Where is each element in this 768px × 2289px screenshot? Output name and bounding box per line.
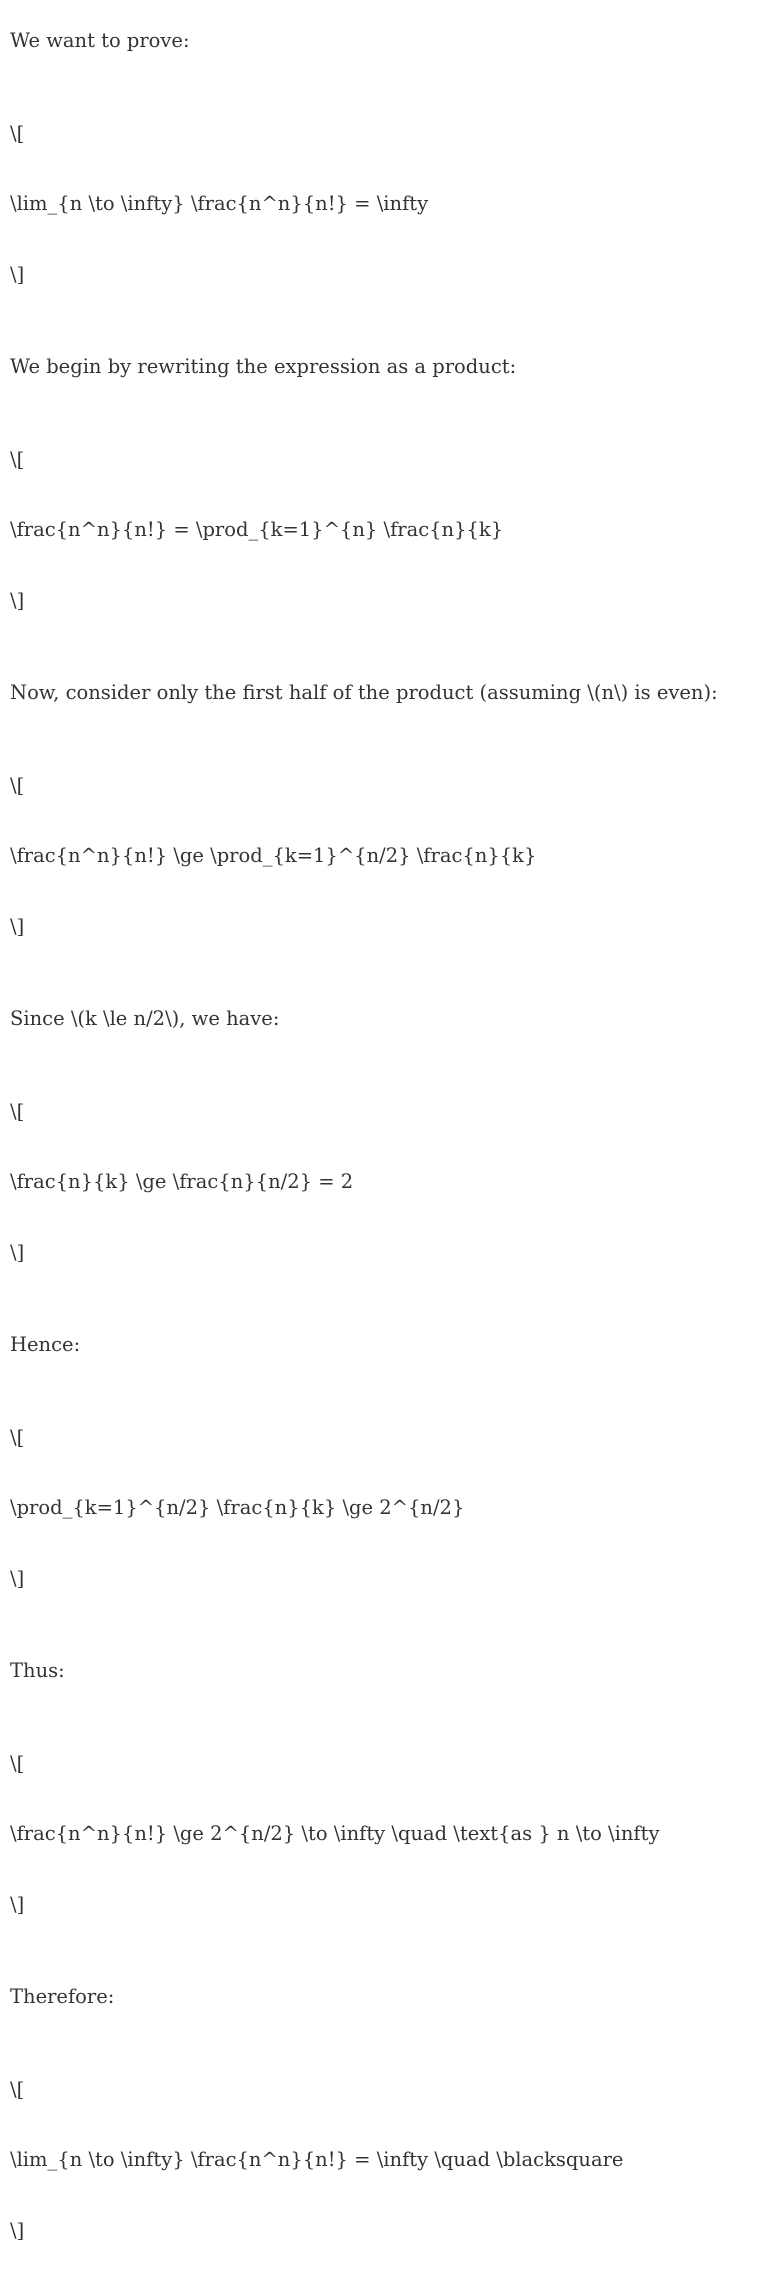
math-line: \] bbox=[10, 1893, 768, 1917]
math-line: \frac{n^n}{n!} = \prod_{k=1}^{n} \frac{n}{k} bbox=[10, 518, 768, 542]
math-line: \lim_{n \to \infty} \frac{n^n}{n!} = \infty \quad \blacksquare bbox=[10, 2148, 768, 2172]
math-line: \] bbox=[10, 1241, 768, 1265]
paragraph-hence: Hence: bbox=[10, 1333, 768, 1357]
math-line: \[ bbox=[10, 1752, 768, 1776]
paragraph-first-half: Now, consider only the first half of the product (assuming \(n\) is even): bbox=[10, 681, 768, 705]
math-line: \[ bbox=[10, 2078, 768, 2102]
paragraph-therefore: Therefore: bbox=[10, 1985, 768, 2009]
math-line: \frac{n^n}{n!} \ge \prod_{k=1}^{n/2} \frac{n}{k} bbox=[10, 844, 768, 868]
math-line: \] bbox=[10, 589, 768, 613]
math-line: \frac{n}{k} \ge \frac{n}{n/2} = 2 bbox=[10, 1170, 768, 1194]
math-line: \[ bbox=[10, 774, 768, 798]
math-line: \] bbox=[10, 1567, 768, 1591]
math-line: \prod_{k=1}^{n/2} \frac{n}{k} \ge 2^{n/2} bbox=[10, 1496, 768, 1520]
math-line: \[ bbox=[10, 122, 768, 146]
math-line: \[ bbox=[10, 1426, 768, 1450]
math-line: \frac{n^n}{n!} \ge 2^{n/2} \to \infty \quad \text{as } n \to \infty bbox=[10, 1822, 768, 1846]
math-block-product bbox=[10, 401, 768, 660]
math-line: \lim_{n \to \infty} \frac{n^n}{n!} = \infty bbox=[10, 192, 768, 216]
paragraph-since: Since \(k \le n/2\), we have: bbox=[10, 1007, 768, 1031]
math-line: \] bbox=[10, 2219, 768, 2243]
math-block-bound bbox=[10, 1053, 768, 1312]
math-line: \[ bbox=[10, 1100, 768, 1124]
math-block-power bbox=[10, 1379, 768, 1638]
paragraph-thus: Thus: bbox=[10, 1659, 768, 1683]
math-block-half-product bbox=[10, 727, 768, 986]
paragraph-goal: We want to prove: bbox=[10, 29, 768, 53]
math-block-goal bbox=[10, 75, 768, 334]
math-line: \] bbox=[10, 915, 768, 939]
math-line: \[ bbox=[10, 448, 768, 472]
math-line: \] bbox=[10, 263, 768, 287]
paragraph-rewrite: We begin by rewriting the expression as a product: bbox=[10, 355, 768, 379]
math-block-conclusion bbox=[10, 2031, 768, 2289]
math-block-divergence bbox=[10, 1705, 768, 1964]
